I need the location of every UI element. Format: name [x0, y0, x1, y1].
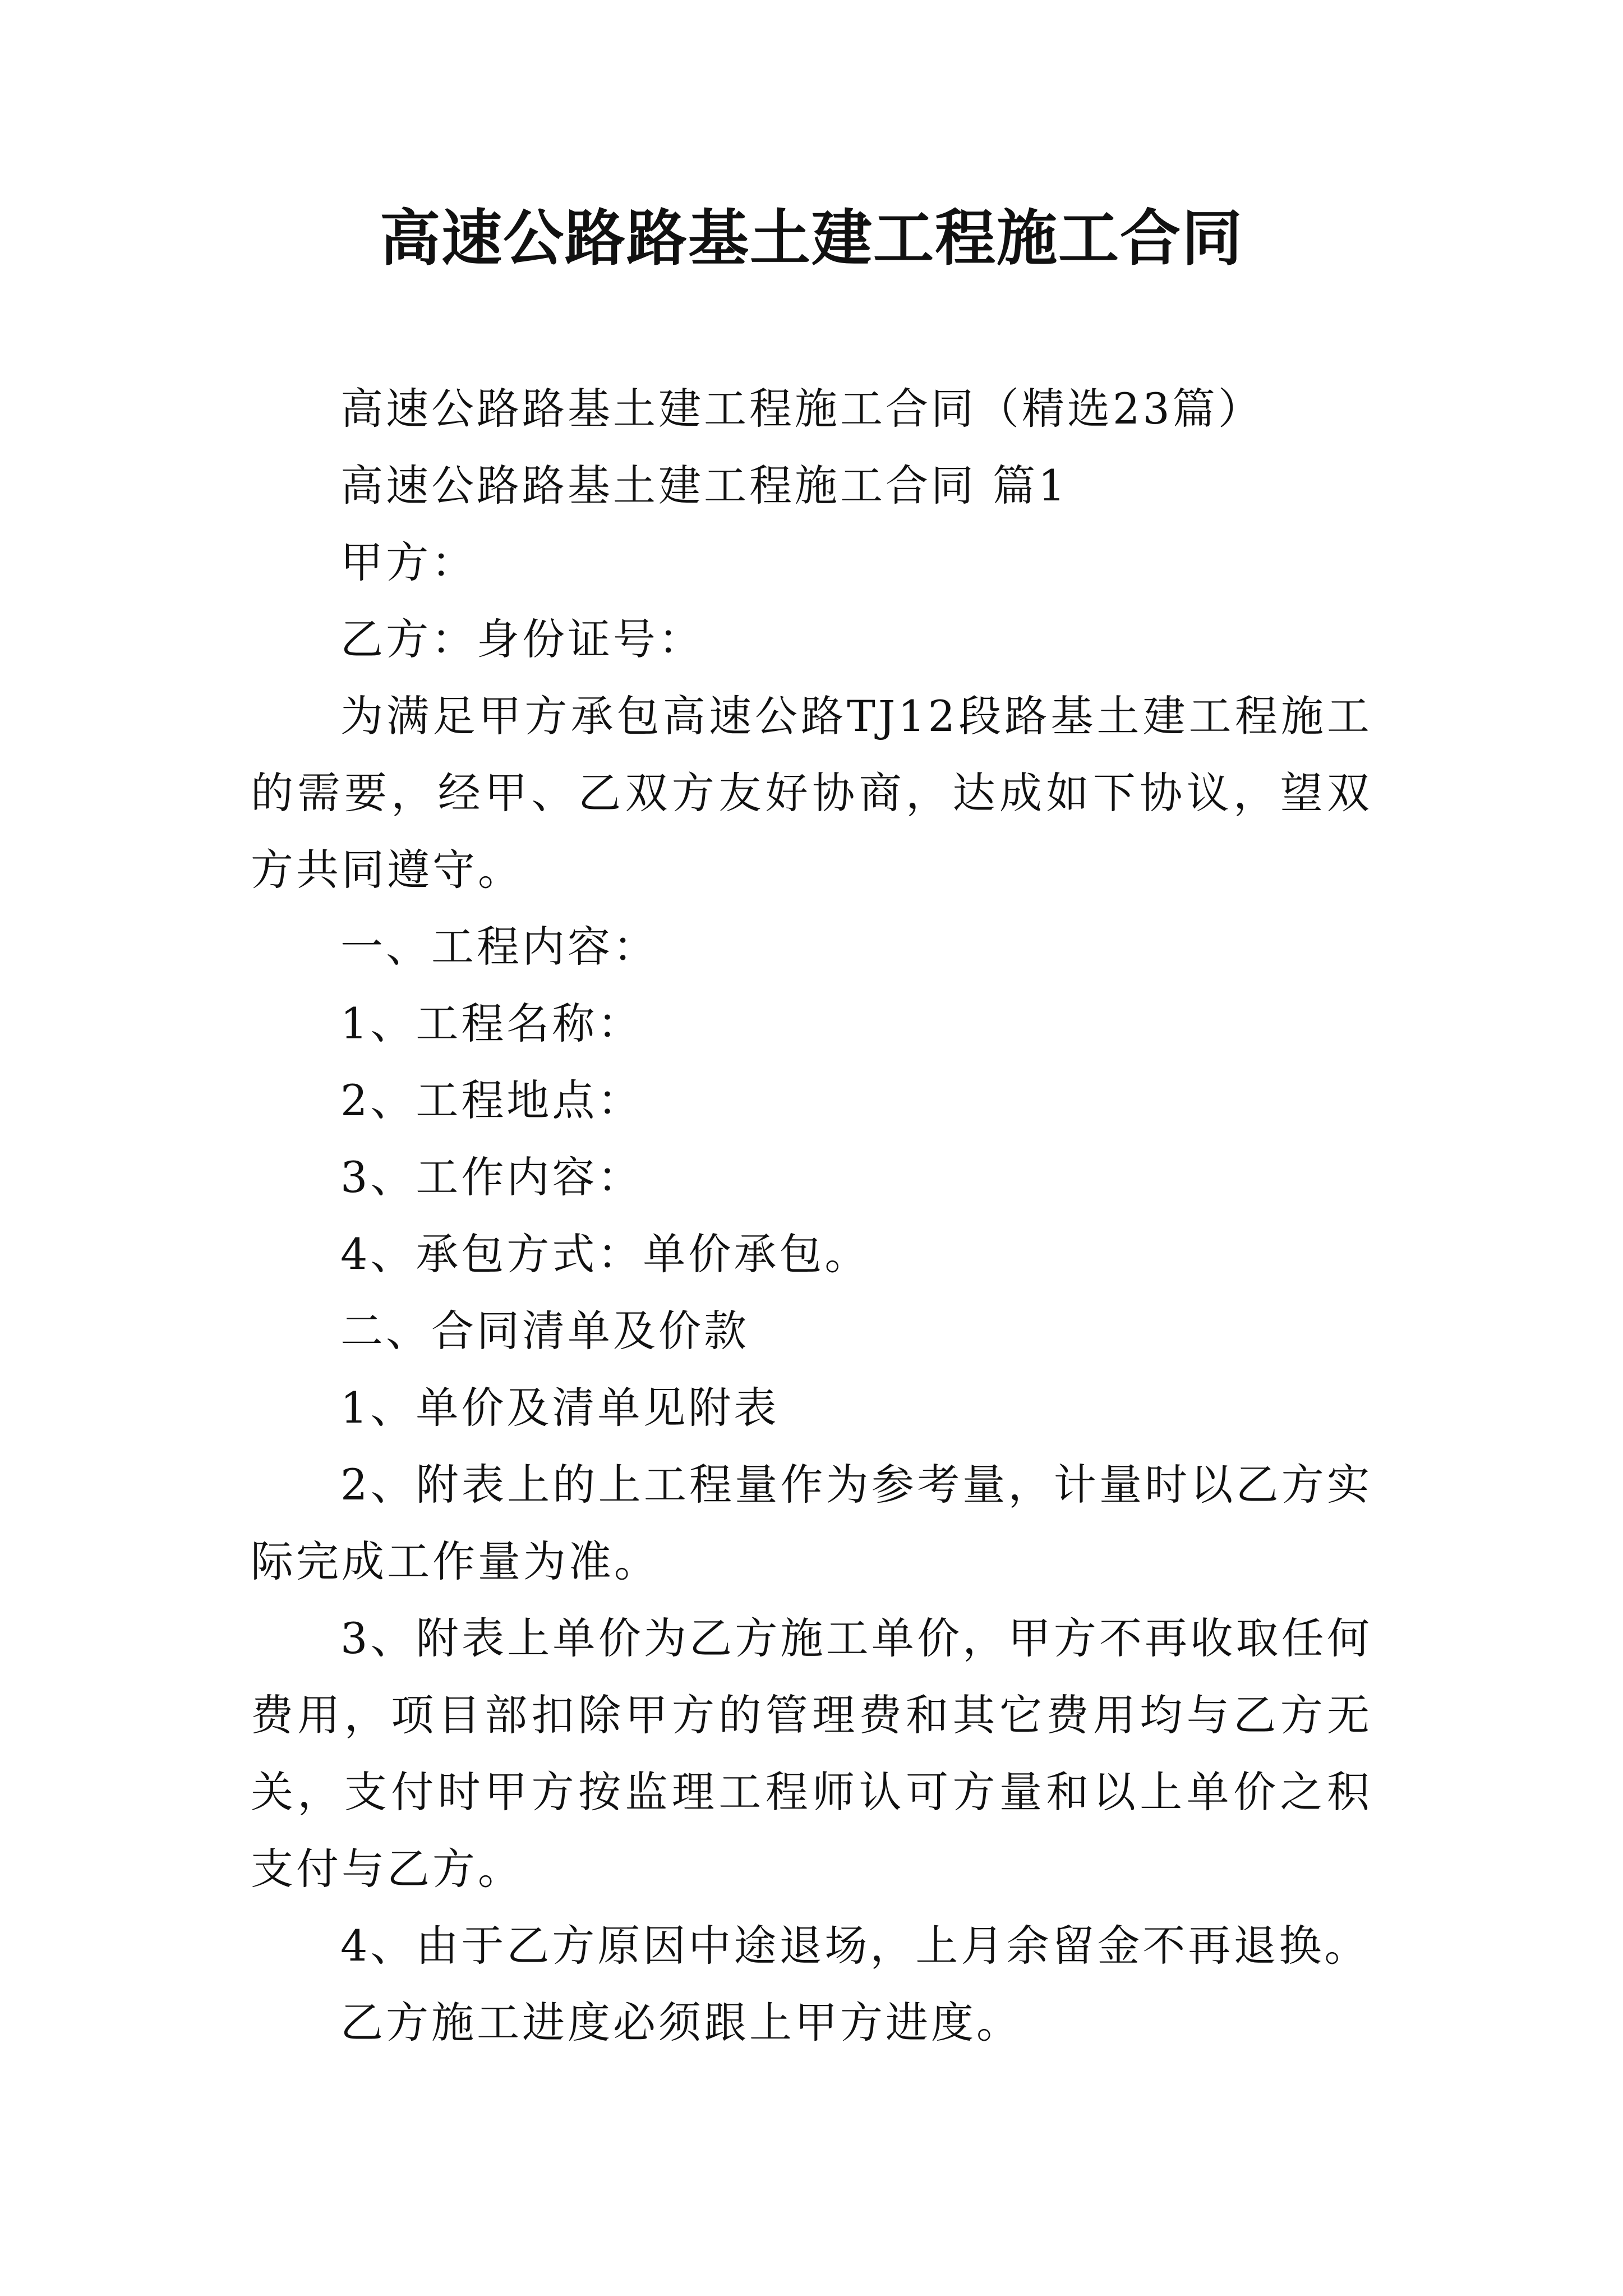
paragraph-preamble: 为满足甲方承包高速公路TJ12段路基土建工程施工的需要，经甲、乙双方友好协商，达成如下协议，望双方共同遵守。 — [251, 691, 1372, 895]
paragraph-item-unit-price: 1、单价及清单见附表 — [340, 1383, 780, 1433]
paragraph-heading-contract-list: 二、合同清单及价款 — [340, 1306, 749, 1356]
paragraph-item-work-content: 3、工作内容： — [340, 1152, 643, 1202]
paragraph-section-title: 高速公路路基土建工程施工合同 篇1 — [340, 461, 1068, 510]
paragraph-progress: 乙方施工进度必须跟上甲方进度。 — [340, 1998, 1022, 2047]
paragraph-item-reference-quantity: 2、附表上的上工程量作为参考量，计量时以乙方实际完成工作量为准。 — [251, 1460, 1372, 1586]
document-title: 高速公路路基土建工程施工合同 — [379, 203, 1243, 274]
paragraph-item-contract-method: 4、承包方式：单价承包。 — [340, 1229, 870, 1279]
paragraph-party-b: 乙方：身份证号： — [340, 614, 704, 664]
paragraph-item-withdrawal: 4、由于乙方原因中途退场，上月余留金不再退换。 — [340, 1921, 1370, 1971]
paragraph-item-payment: 3、附表上单价为乙方施工单价，甲方不再收取任何费用，项目部扣除甲方的管理费和其它费用均与乙方无关，支付时甲方按监理工程师认可方量和以上单价之积支付与乙方。 — [251, 1613, 1372, 1894]
paragraph-collection-title: 高速公路路基土建工程施工合同（精选23篇） — [340, 384, 1264, 434]
paragraph-heading-project-content: 一、工程内容： — [340, 922, 658, 972]
paragraph-item-project-location: 2、工程地点： — [340, 1075, 643, 1125]
paragraph-party-a: 甲方： — [340, 537, 477, 587]
paragraph-item-project-name: 1、工程名称： — [340, 999, 643, 1048]
document-body — [251, 370, 1372, 2061]
